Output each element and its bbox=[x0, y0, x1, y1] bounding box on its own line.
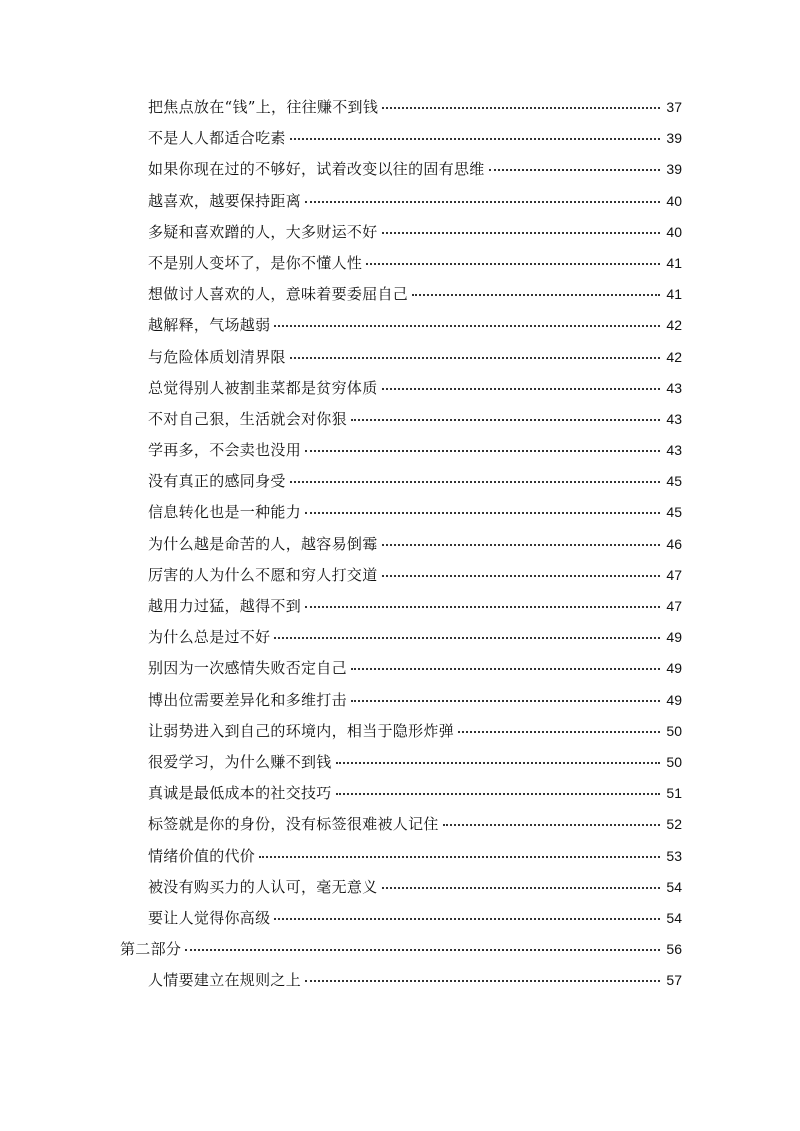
toc-entry[interactable] bbox=[0, 876, 800, 907]
toc-page-number: 42 bbox=[666, 348, 682, 365]
toc-entry-title: 情绪价值的代价 bbox=[148, 846, 256, 865]
toc-entry[interactable] bbox=[0, 221, 800, 252]
toc-entry-title: 多疑和喜欢蹭的人，大多财运不好 bbox=[148, 222, 378, 241]
toc-entry[interactable] bbox=[0, 969, 800, 1000]
dot-leader bbox=[259, 856, 660, 858]
toc-page-number: 42 bbox=[666, 317, 682, 334]
toc-entry-title: 被没有购买力的人认可，毫无意义 bbox=[148, 877, 378, 896]
toc-page-number: 40 bbox=[666, 223, 682, 240]
toc-entry[interactable] bbox=[0, 408, 800, 439]
toc-page-number: 39 bbox=[666, 130, 682, 147]
dot-leader bbox=[366, 263, 660, 265]
toc-entry[interactable] bbox=[0, 751, 800, 782]
dot-leader bbox=[336, 793, 660, 795]
toc-entry[interactable] bbox=[0, 96, 800, 127]
toc-page-number: 47 bbox=[666, 598, 682, 614]
toc-entry-title: 让弱势进入到自己的环境内，相当于隐形炸弹 bbox=[148, 721, 455, 740]
toc-entry-title: 要让人觉得你高级 bbox=[148, 908, 271, 927]
dot-leader bbox=[305, 980, 660, 982]
toc-entry[interactable] bbox=[0, 283, 800, 314]
toc-entry[interactable] bbox=[0, 813, 800, 844]
toc-entry[interactable] bbox=[0, 470, 800, 501]
dot-leader bbox=[274, 637, 660, 639]
dot-leader bbox=[489, 169, 660, 171]
toc-entry-title: 为什么越是命苦的人，越容易倒霉 bbox=[148, 534, 378, 553]
toc-entry-title: 很爱学习，为什么赚不到钱 bbox=[148, 752, 332, 771]
toc-entry[interactable] bbox=[0, 907, 800, 938]
toc-page-number: 45 bbox=[666, 473, 682, 490]
toc-entry[interactable] bbox=[0, 689, 800, 720]
toc-entry-title: 与危险体质划清界限 bbox=[148, 347, 286, 366]
toc-page-number: 41 bbox=[666, 254, 682, 271]
toc-page-number: 52 bbox=[666, 816, 682, 833]
toc-page-number: 41 bbox=[666, 286, 682, 303]
toc-page-number: 49 bbox=[666, 660, 682, 677]
toc-page-number: 40 bbox=[666, 192, 682, 209]
dot-leader bbox=[305, 201, 660, 203]
toc-entry-title: 把焦点放在“钱”上，往往赚不到钱 bbox=[148, 98, 379, 116]
dot-leader bbox=[274, 918, 660, 920]
toc-entry[interactable] bbox=[0, 252, 800, 283]
dot-leader bbox=[290, 357, 660, 359]
toc-page-number: 49 bbox=[666, 629, 682, 646]
toc-page-number: 43 bbox=[666, 379, 682, 396]
toc-page-number: 49 bbox=[666, 691, 682, 708]
toc-entry-title: 别因为一次感情失败否定自己 bbox=[148, 659, 347, 678]
dot-leader bbox=[382, 575, 660, 577]
toc-entry-title: 总觉得别人被割韭菜都是贫穷体质 bbox=[148, 378, 378, 397]
dot-leader bbox=[382, 544, 660, 546]
dot-leader bbox=[336, 762, 660, 764]
dot-leader bbox=[382, 887, 660, 889]
toc-page-number: 45 bbox=[666, 504, 682, 521]
toc-entry-title: 不对自己狠，生活就会对你狠 bbox=[148, 409, 347, 428]
toc-entry[interactable] bbox=[0, 845, 800, 876]
dot-leader bbox=[443, 824, 660, 826]
toc-entry[interactable] bbox=[0, 782, 800, 813]
dot-leader bbox=[305, 512, 660, 514]
toc-entry-title: 信息转化也是一种能力 bbox=[148, 503, 302, 522]
dot-leader bbox=[382, 107, 660, 109]
dot-leader bbox=[290, 481, 660, 483]
dot-leader bbox=[290, 138, 660, 140]
dot-leader bbox=[351, 700, 660, 702]
toc-entry[interactable] bbox=[0, 564, 800, 595]
toc-entry-title: 想做讨人喜欢的人，意味着要委屈自己 bbox=[148, 285, 409, 304]
dot-leader bbox=[351, 419, 660, 421]
toc-entry-title: 越喜欢，越要保持距离 bbox=[148, 191, 302, 210]
toc-entry[interactable] bbox=[0, 533, 800, 564]
toc-entry-title: 厉害的人为什么不愿和穷人打交道 bbox=[148, 565, 378, 584]
toc-entry-title: 不是别人变坏了，是你不懂人性 bbox=[148, 253, 363, 272]
toc-entry[interactable] bbox=[0, 158, 800, 189]
toc-entry[interactable] bbox=[0, 377, 800, 408]
toc-page-number: 57 bbox=[666, 972, 682, 989]
toc-section-heading[interactable] bbox=[0, 938, 800, 969]
toc-entry-title: 为什么总是过不好 bbox=[148, 628, 271, 647]
toc-page-number: 43 bbox=[666, 410, 682, 427]
toc-entry[interactable] bbox=[0, 657, 800, 688]
toc-page-number: 46 bbox=[666, 535, 682, 552]
toc-entry[interactable] bbox=[0, 595, 800, 626]
toc-page-number: 50 bbox=[666, 722, 682, 739]
toc-page-number: 51 bbox=[666, 785, 682, 802]
toc-page-number: 47 bbox=[666, 566, 682, 583]
toc-entry[interactable] bbox=[0, 439, 800, 470]
dot-leader bbox=[305, 606, 660, 608]
toc-entry-title: 博出位需要差异化和多维打击 bbox=[148, 690, 347, 709]
toc-entry[interactable] bbox=[0, 346, 800, 377]
toc-entry[interactable] bbox=[0, 626, 800, 657]
toc-page-number: 37 bbox=[666, 99, 682, 115]
toc-entry[interactable] bbox=[0, 127, 800, 158]
toc-entry-title: 没有真正的感同身受 bbox=[148, 472, 286, 491]
toc-page-number: 39 bbox=[666, 161, 682, 178]
toc-page-number: 54 bbox=[666, 878, 682, 895]
dot-leader bbox=[382, 232, 660, 234]
toc-entry[interactable] bbox=[0, 720, 800, 751]
dot-leader bbox=[185, 949, 660, 951]
toc-entry-title: 标签就是你的身份，没有标签很难被人记住 bbox=[148, 815, 439, 834]
toc-entry-title: 如果你现在过的不够好，试着改变以往的固有思维 bbox=[148, 160, 485, 179]
toc-entry-title: 第二部分 bbox=[120, 940, 182, 959]
dot-leader bbox=[458, 731, 660, 733]
dot-leader bbox=[351, 668, 660, 670]
toc-entry[interactable] bbox=[0, 501, 800, 532]
toc-entry-title: 越用力过猛，越得不到 bbox=[148, 597, 302, 615]
toc-page-number: 56 bbox=[666, 941, 682, 958]
dot-leader bbox=[412, 294, 660, 296]
toc-entry-title: 真诚是最低成本的社交技巧 bbox=[148, 784, 332, 803]
toc-entry-title: 越解释，气场越弱 bbox=[148, 316, 271, 335]
toc-page-number: 43 bbox=[666, 442, 682, 459]
dot-leader bbox=[305, 450, 660, 452]
dot-leader bbox=[382, 388, 660, 390]
table-of-contents bbox=[0, 96, 800, 1000]
toc-entry[interactable] bbox=[0, 314, 800, 345]
toc-entry-title: 人情要建立在规则之上 bbox=[148, 971, 302, 990]
toc-entry-title: 不是人人都适合吃素 bbox=[148, 129, 286, 148]
toc-entry[interactable] bbox=[0, 190, 800, 221]
toc-entry-title: 学再多，不会卖也没用 bbox=[148, 441, 302, 460]
toc-page-number: 54 bbox=[666, 909, 682, 926]
toc-page-number: 50 bbox=[666, 753, 682, 770]
toc-page-number: 53 bbox=[666, 847, 682, 864]
dot-leader bbox=[274, 325, 660, 327]
